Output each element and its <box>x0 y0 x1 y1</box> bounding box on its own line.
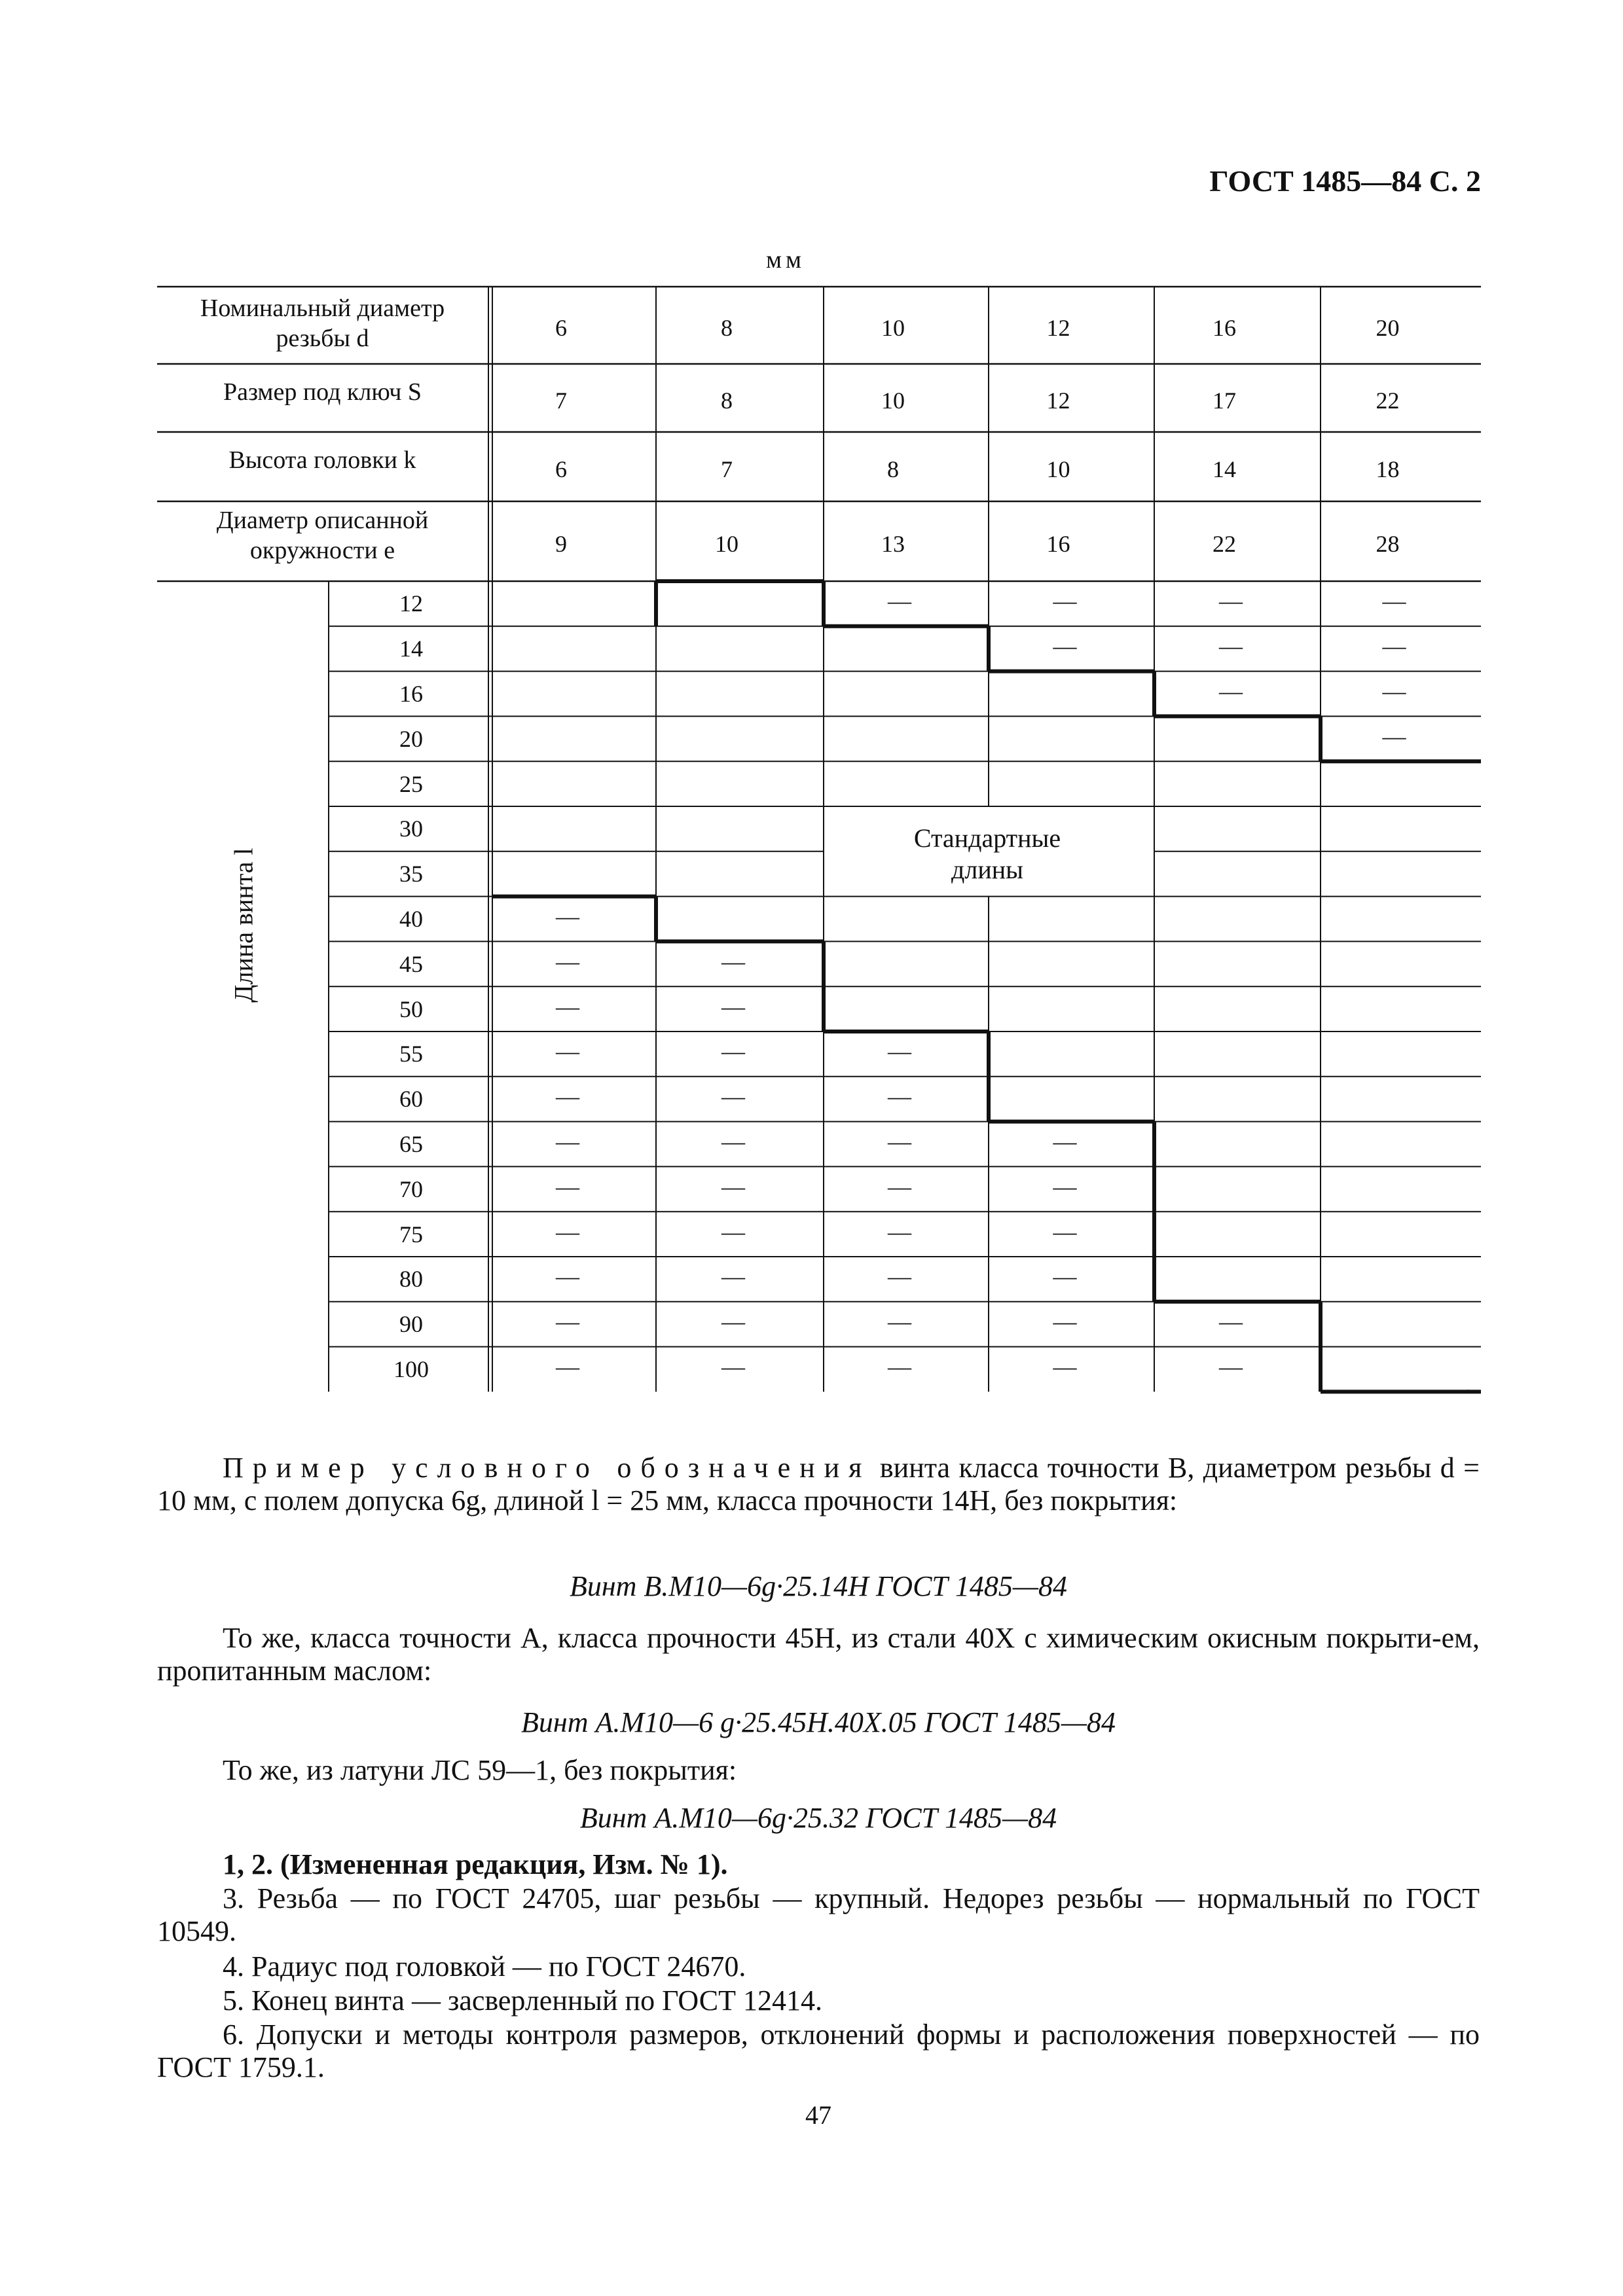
length-value: 20 <box>399 725 423 752</box>
diameter-value: 6 <box>555 315 567 341</box>
page-number: 47 <box>805 2100 831 2130</box>
length-value: 35 <box>399 861 423 888</box>
not-applicable-dash: — <box>1053 1173 1077 1200</box>
not-applicable-dash: — <box>556 1218 579 1245</box>
diameter-value: 12 <box>1046 315 1070 341</box>
item-5: 5. Конец винта — засверленный по ГОСТ 12414. <box>223 1984 822 2017</box>
row-label-key-size: Размер под ключ S <box>223 378 422 406</box>
paragraph-accuracy-a: То же, класса точности А, класса прочности 45Н, из стали 40Х с химическим окисным покрыти-ем, пропитанным маслом: <box>157 1622 1480 1687</box>
diameter-value: 20 <box>1376 315 1400 341</box>
diameter-value: 10 <box>881 315 905 341</box>
length-axis-label: Длина винта l <box>228 848 259 1003</box>
not-applicable-dash: — <box>1382 723 1406 749</box>
designation-formula-3: Винт А.М10—6g·25.32 ГОСТ 1485—84 <box>579 1802 1057 1834</box>
not-applicable-dash: — <box>1053 1218 1077 1245</box>
row-label-diameter: Номинальный диаметр резьбы d <box>200 295 445 352</box>
head-height-value: 14 <box>1213 456 1236 482</box>
circle-diameter-value: 13 <box>881 531 905 557</box>
item-4: 4. Радиус под головкой — по ГОСТ 24670. <box>223 1950 746 1982</box>
circle-diameter-value: 9 <box>555 531 567 557</box>
not-applicable-dash: — <box>1053 588 1077 615</box>
not-applicable-dash: — <box>556 1354 579 1380</box>
length-value: 100 <box>393 1356 429 1382</box>
unit-label: мм <box>766 246 806 274</box>
designation-formula-1: Винт В.М10—6g·25.14Н ГОСТ 1485—84 <box>569 1570 1068 1602</box>
item-3: 3. Резьба — по ГОСТ 24705, шаг резьбы — крупный. Недорез резьбы — нормальный по ГОСТ 10549. <box>157 1882 1480 1947</box>
length-value: 50 <box>399 996 423 1022</box>
not-applicable-dash: — <box>556 993 579 1020</box>
not-applicable-dash: — <box>888 1263 911 1290</box>
not-applicable-dash: — <box>721 948 745 975</box>
not-applicable-dash: — <box>1382 588 1406 615</box>
row-label-head-height: Высота головки k <box>228 446 416 474</box>
not-applicable-dash: — <box>721 1083 745 1110</box>
not-applicable-dash: — <box>556 1128 579 1155</box>
not-applicable-dash: — <box>721 1218 745 1245</box>
length-value: 75 <box>399 1221 423 1247</box>
length-value: 70 <box>399 1175 423 1202</box>
key-size-value: 7 <box>555 387 567 414</box>
not-applicable-dash: — <box>888 1354 911 1380</box>
head-height-value: 10 <box>1046 456 1070 482</box>
length-value: 40 <box>399 906 423 932</box>
head-height-value: 6 <box>555 456 567 482</box>
circle-diameter-value: 10 <box>715 531 739 557</box>
not-applicable-dash: — <box>721 1173 745 1200</box>
not-applicable-dash: — <box>556 1083 579 1110</box>
not-applicable-dash: — <box>1053 1354 1077 1380</box>
not-applicable-dash: — <box>556 948 579 975</box>
page-header: ГОСТ 1485—84 С. 2 <box>1209 164 1481 198</box>
circle-diameter-value: 28 <box>1376 531 1400 557</box>
length-value: 80 <box>399 1266 423 1293</box>
not-applicable-dash: — <box>721 1308 745 1335</box>
length-value: 60 <box>399 1086 423 1113</box>
not-applicable-dash: — <box>888 588 911 615</box>
not-applicable-dash: — <box>556 1173 579 1200</box>
not-applicable-dash: — <box>1053 1128 1077 1155</box>
not-applicable-dash: — <box>1219 588 1243 615</box>
not-applicable-dash: — <box>556 1038 579 1065</box>
not-applicable-dash: — <box>721 1354 745 1380</box>
key-size-value: 17 <box>1213 387 1236 414</box>
length-value: 55 <box>399 1041 423 1067</box>
circle-diameter-value: 22 <box>1213 531 1236 557</box>
paragraph-brass: То же, из латуни ЛС 59—1, без покрытия: <box>223 1754 737 1786</box>
diameter-value: 16 <box>1213 315 1236 341</box>
not-applicable-dash: — <box>556 903 579 929</box>
not-applicable-dash: — <box>1219 1354 1243 1380</box>
item-6: 6. Допуски и методы контроля размеров, отклонений формы и расположения поверхностей — по ГОСТ 1759.1. <box>157 2018 1480 2083</box>
not-applicable-dash: — <box>888 1173 911 1200</box>
designation-example-paragraph: Пример условного обозначения винта класса точности В, диаметром резьбы d = 10 мм, с полем допуска 6g, длиной l = 25 мм, класса прочности 14Н, без покрытия: <box>157 1452 1480 1516</box>
not-applicable-dash: — <box>1053 633 1077 660</box>
not-applicable-dash: — <box>721 1263 745 1290</box>
not-applicable-dash: — <box>888 1083 911 1110</box>
length-value: 90 <box>399 1311 423 1338</box>
item-1-2-note: 1, 2. (Измененная редакция, Изм. № 1). <box>223 1848 728 1880</box>
not-applicable-dash: — <box>888 1308 911 1335</box>
circle-diameter-value: 16 <box>1046 531 1070 557</box>
not-applicable-dash: — <box>1382 678 1406 704</box>
not-applicable-dash: — <box>1053 1263 1077 1290</box>
key-size-value: 22 <box>1376 387 1400 414</box>
head-height-value: 8 <box>887 456 899 482</box>
not-applicable-dash: — <box>1219 678 1243 704</box>
not-applicable-dash: — <box>888 1128 911 1155</box>
not-applicable-dash: — <box>721 993 745 1020</box>
not-applicable-dash: — <box>721 1038 745 1065</box>
length-value: 25 <box>399 770 423 797</box>
not-applicable-dash: — <box>1053 1308 1077 1335</box>
head-height-value: 7 <box>721 456 733 482</box>
length-value: 45 <box>399 950 423 977</box>
length-value: 14 <box>399 636 423 662</box>
not-applicable-dash: — <box>1219 1308 1243 1335</box>
row-label-circle-diameter: Диаметр описанной окружности e <box>216 507 429 564</box>
length-value: 16 <box>399 681 423 707</box>
not-applicable-dash: — <box>888 1218 911 1245</box>
length-value: 12 <box>399 590 423 617</box>
length-value: 65 <box>399 1131 423 1157</box>
not-applicable-dash: — <box>1382 633 1406 660</box>
not-applicable-dash: — <box>1219 633 1243 660</box>
key-size-value: 10 <box>881 387 905 414</box>
diameter-value: 8 <box>721 315 733 341</box>
not-applicable-dash: — <box>888 1038 911 1065</box>
length-value: 30 <box>399 816 423 842</box>
key-size-value: 12 <box>1046 387 1070 414</box>
not-applicable-dash: — <box>556 1308 579 1335</box>
not-applicable-dash: — <box>721 1128 745 1155</box>
not-applicable-dash: — <box>556 1263 579 1290</box>
standard-lengths-label: Стандартные длины <box>913 823 1061 884</box>
designation-formula-2: Винт А.М10—6 g·25.45Н.40Х.05 ГОСТ 1485—84 <box>521 1706 1116 1738</box>
head-height-value: 18 <box>1376 456 1400 482</box>
key-size-value: 8 <box>721 387 733 414</box>
